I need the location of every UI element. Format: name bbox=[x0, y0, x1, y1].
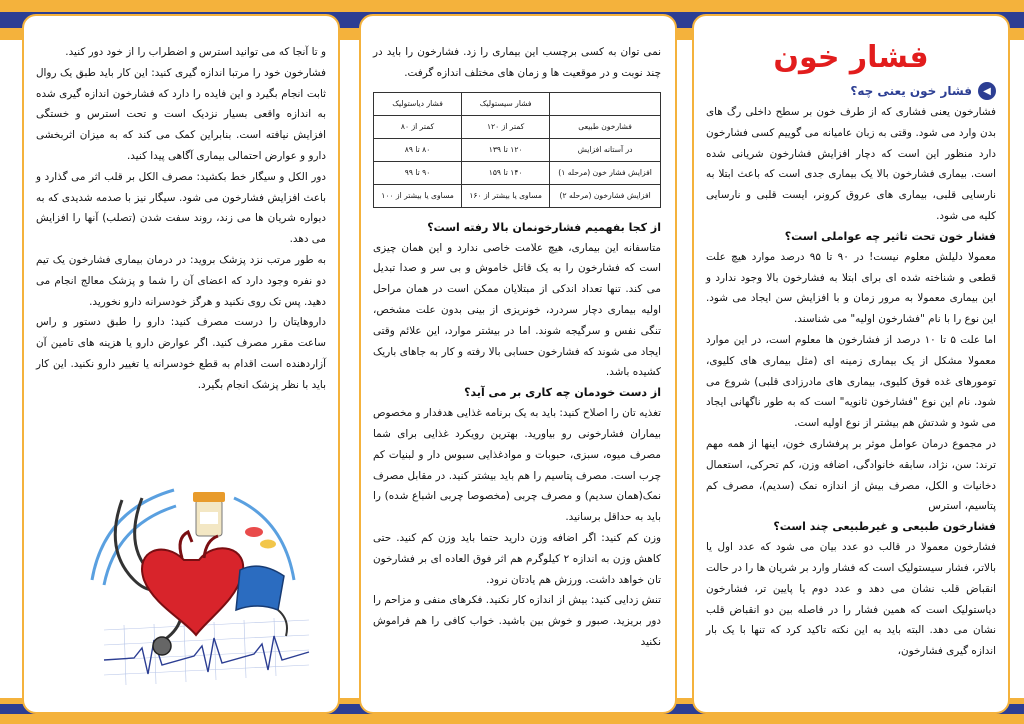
subhead bbox=[706, 82, 996, 100]
panel-right bbox=[692, 14, 1010, 714]
paragraph: تنش زدایی کنید: بیش از اندازه کار نکنید. فکرهای منفی و مزاحم را دور بریزید. صبور و خوش بین باشید. خواب کافی را هم فراموش نکنید bbox=[373, 594, 661, 648]
table-cell: ۸۰ تا ۸۹ bbox=[374, 138, 462, 161]
paragraph: در مجموع درمان عوامل موثر بر پرفشاری خون، اینها از همه مهم ترند: سن، نژاد، سابقه خانوادگی، اضافه وزن، کم تحرکی، استعمال دخانیات و الکل، مصرف بیش از اندازه نمک (سدیم)، مصرف کم پتاسیم، استرس bbox=[706, 437, 996, 513]
section-heading: فشار خون تحت تاثیر چه عواملی است؟ bbox=[784, 229, 996, 243]
blood-pressure-table bbox=[373, 92, 661, 208]
table-cell: مساوی یا بیشتر از ۱۰۰ bbox=[374, 184, 462, 207]
table-cell: ۹۰ تا ۹۹ bbox=[374, 161, 462, 184]
paragraph: تغذیه تان را اصلاح کنید: باید به یک برنامه غذایی هدفدار و مخصوص بیماران فشارخونی رو بیاورید. بهترین رویکرد غذایی برای شما مصرف میوه، سبزی، حبوبات و موادغذایی سبوس دار و لبنیات کم چرب است. مصرف پتاسیم را هم باید بیشتر کنید. در مقابل مصرف نمک(همان سدیم) و مصرف چربی (مخصوصا چربی اشباع شده) را باید به حداقل برسانید. bbox=[373, 407, 661, 524]
pill-icon bbox=[245, 527, 263, 537]
table-cell: فشارخون طبیعی bbox=[550, 115, 661, 138]
paragraph: دور الکل و سیگار خط بکشید: مصرف الکل بر قلب اثر می گذارد و باعث افزایش فشارخون می شود. سیگار نیز با صدمه شدیدی که به دیواره شریان ها می زند، روند سفت شدن (تصلب) آنها را افزایش می دهد. bbox=[36, 170, 326, 246]
pill-icon bbox=[260, 540, 276, 549]
table-cell: ۱۴۰ تا ۱۵۹ bbox=[462, 161, 550, 184]
paragraph: فشارخون یعنی فشاری که از طرف خون بر سطح داخلی رگ های بدن وارد می شود. وقتی به زبان عامیانه می گوییم کسی فشارخون دارد منظور این است که دچار افزایش فشارخون شریانی شده است. بیماری فشارخون بالا یک بیماری جدی است که باعث ابتلا به نارسایی قلبی، بیماری های عروق کرونر، ایست قلبی و نارسایی کلیه می شود. bbox=[706, 106, 996, 222]
paragraph: وزن کم کنید: اگر اضافه وزن دارید حتما باید وزن کم کنید. حتی کاهش وزن به اندازه ۲ کیلوگرم هم اثر فوق العاده ای بر فشارخون تان خواهد داشت. ورزش هم یادتان نرود. bbox=[373, 531, 661, 586]
table-cell: ۱۲۰ تا ۱۳۹ bbox=[462, 138, 550, 161]
table-row bbox=[374, 115, 661, 138]
table-cell: مساوی یا بیشتر از ۱۶۰ bbox=[462, 184, 550, 207]
table-header-cell: فشار سیستولیک bbox=[462, 92, 550, 115]
paragraph: اما علت ۵ تا ۱۰ درصد از فشارخون ها معلوم است، در این موارد معمولا مشکل از یک بیماری زمینه ای (مثل بیماری های کلیوی، تومورهای غده فوق کلیوی، بیماری های مادرزادی قلبی) شروع می شود. نام این نوع "فشارخون ثانویه" است که به طور ناگهانی ایجاد می شود و شدتش هم بیشتر از نوع اولیه است. bbox=[706, 333, 997, 430]
subhead-text: فشار خون یعنی چه؟ bbox=[850, 84, 972, 98]
section-heading: فشارخون طبیعی و غیرطبیعی چند است؟ bbox=[773, 520, 996, 534]
ecg-grid bbox=[104, 618, 309, 685]
paragraph: به طور مرتب نزد پزشک بروید: در درمان بیماری فشارخون یک تیم دو نفره وجود دارد که اعضای آن را شما و پزشک معالج انجام می دهید. پس تک روی نکنید و هرگز خودسرانه دارو نخورید. bbox=[36, 253, 326, 308]
stethoscope-chest-piece bbox=[153, 637, 171, 655]
panel-middle bbox=[359, 14, 677, 714]
pill-bottle-icon bbox=[193, 492, 225, 536]
paragraph: متاسفانه این بیماری، هیچ علامت خاصی ندارد و این همان چیزی است که فشارخون را به یک قاتل خاموش و بی سر و صدا تبدیل می کند. تنها تعداد اندکی از مبتلایان ممکن است در همان مراحل اولیه بیماری دچار سردرد، خونریزی از بینی بدون علت مشخص، تنگی نفس و سرگیجه شوند. اما در بیشتر موارد، این علائم وقتی ایجاد می شوند که فشارخون حسابی بالا رفته و کار به جاهای باریک کشیده باشد. bbox=[373, 241, 661, 379]
table-cell: در آستانه افزایش bbox=[550, 138, 661, 161]
table-row bbox=[374, 161, 661, 184]
table-row bbox=[374, 138, 661, 161]
panel-left bbox=[22, 14, 340, 714]
table-cell: افزایش فشارخون (مرحله ۲) bbox=[550, 184, 661, 207]
heart-stethoscope-illustration bbox=[64, 460, 314, 696]
table-row bbox=[374, 184, 661, 207]
paragraph: معمولا دلیلش معلوم نیست! در ۹۰ تا ۹۵ درصد موارد هیچ علت قطعی و شناخته شده ای برای ابتلا به فشارخون بالا وجود ندارد و این بیماری معمولا به مرور زمان و با افزایش سن ایجاد می شود. این نوع را با نام "فشارخون اولیه" می شناسند. bbox=[706, 250, 997, 326]
table-header-cell bbox=[550, 92, 661, 115]
blood-pressure-cuff-icon bbox=[236, 566, 287, 636]
table-cell: افزایش فشار خون (مرحله ۱) bbox=[550, 161, 661, 184]
section-heading: از کجا بفهمیم فشارخونمان بالا رفته است؟ bbox=[427, 220, 661, 234]
paragraph: نمی توان به کسی برچسب این بیماری را زد. فشارخون را باید در چند نوبت و در موقعیت ها و زمان های مختلف اندازه گرفت. bbox=[373, 46, 661, 79]
table-header-row bbox=[374, 92, 661, 115]
table-cell: کمتر از ۸۰ bbox=[374, 115, 462, 138]
paragraph: و تا آنجا که می توانید استرس و اضطراب را از خود دور کنید. bbox=[65, 46, 326, 58]
heart-icon bbox=[142, 532, 243, 635]
paragraph: فشارخون خود را مرتبا اندازه گیری کنید: این کار باید طبق یک روال ثابت انجام بگیرد و این فایده را دارد که فشارخون اندازه گیری شده به اندازه واقعی بسیار نزدیک است و تحت استرس و خستگی افزایش نیافته است. بنابراین کمک می کند که به میزان اثربخشی دارو و عوارض احتمالی بیماری آگاهی پیدا کنید. bbox=[36, 66, 326, 162]
page-title: فشار خون bbox=[773, 40, 929, 75]
table-header-cell: فشار دیاستولیک bbox=[374, 92, 462, 115]
section-heading: از دست خودمان چه کاری بر می آید؟ bbox=[464, 386, 661, 400]
paragraph: داروهایتان را درست مصرف کنید: دارو را طبق دستور و راس ساعت مقرر مصرف کنید. اگر عوارض دارو یا هزینه های تامین آن آزاردهنده است اقدام به قطع خودسرانه یا تغییر دارو نکنید. این کار باید با نظر پزشک انجام بگیرد. bbox=[36, 316, 326, 391]
table-cell: کمتر از ۱۲۰ bbox=[462, 115, 550, 138]
arrow-left-icon: ◀ bbox=[978, 82, 996, 100]
paragraph: فشارخون معمولا در قالب دو عدد بیان می شود که عدد اول یا بالاتر، فشار سیستولیک است که فشار وارد بر شریان ها را در حالت انقباض قلب نشان می دهد و عدد دوم یا پایین تر، فشارخون دیاستولیک است که همین فشار را در فاصله بین دو انقباض قلب نشان می دهد. البته باید به این نکته تاکید کرد که تنها با یک بار اندازه گیری فشارخون، bbox=[706, 541, 996, 658]
